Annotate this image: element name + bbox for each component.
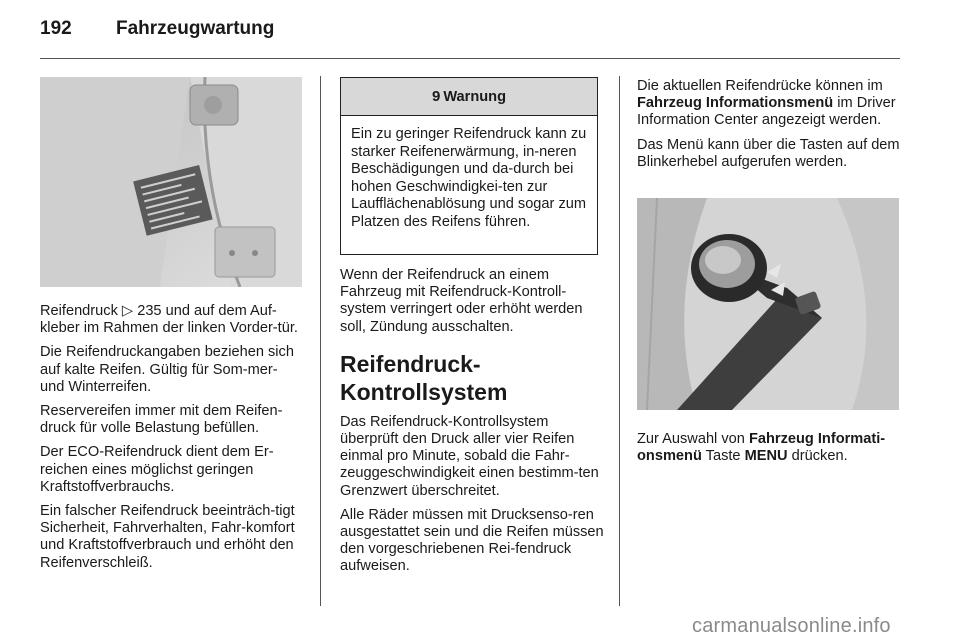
- lever-illustration: [637, 198, 899, 410]
- watermark: carmanualsonline.info: [692, 615, 891, 637]
- paragraph: Wenn der Reifendruck an einem Fahrzeug mit Reifendruck-Kontroll-system verringert oder erhöht werden soll, Zündung ausschalten.: [340, 267, 583, 335]
- chapter-title: Fahrzeugwartung: [116, 18, 275, 39]
- door-frame-label-photo: [40, 77, 302, 287]
- warning-header: [341, 78, 597, 116]
- paragraph: Reservereifen immer mit dem Reifen-druck für volle Belastung befüllen.: [40, 403, 283, 437]
- paragraph: Der ECO-Reifendruck dient dem Er-reichen eines möglichst geringen Kraftstoffverbrauchs.: [40, 444, 274, 495]
- door-frame-illustration: [40, 77, 302, 287]
- paragraph: Reifendruck ▷ 235 und auf dem Auf-kleber im Rahmen der linken Vorder-tür.: [40, 303, 298, 337]
- paragraph: Das Menü kann über die Tasten auf dem Blinkerhebel aufgerufen werden.: [637, 136, 900, 170]
- paragraph: Ein falscher Reifendruck beeinträch-tigt Sicherheit, Fahrverhalten, Fahr-komfort und Kraftstoffverbrauch und erhöht den Reifenverschleiß.: [40, 503, 295, 571]
- menu-button-name: MENU: [744, 448, 788, 465]
- paragraph: Zur Auswahl von Fahrzeug Informati-onsmenü Taste MENU drücken.: [637, 431, 886, 465]
- column-3-bottom: [637, 431, 902, 472]
- warning-box: [340, 77, 598, 255]
- turn-signal-lever-photo: [637, 198, 899, 410]
- page-number: 192: [40, 18, 72, 39]
- column-divider-1: [320, 76, 321, 606]
- paragraph: Alle Räder müssen mit Drucksenso-ren ausgestattet sein und die Reifen müssen den vorgeschriebenen Rei-fendruck aufweisen.: [340, 506, 604, 575]
- menu-name: Fahrzeug Informationsmenü: [637, 95, 834, 112]
- paragraph: Die Reifendruckangaben beziehen sich auf kalte Reifen. Gültig für Som-mer- und Winterreifen.: [40, 344, 294, 395]
- warning-triangle-icon: 9: [431, 88, 441, 105]
- paragraph: Das Reifendruck-Kontrollsystem überprüft den Druck aller vier Reifen einmal pro Minute, sobald die Fahr-zeuggeschwindigkeit einen bestimm-ten Grenzwert überschreitet.: [340, 413, 599, 499]
- warning-label: Warnung: [443, 88, 507, 105]
- column-divider-2: [619, 76, 620, 606]
- menu-name: Fahrzeug Informati-onsmenü: [637, 431, 886, 465]
- warning-text: Ein zu geringer Reifendruck kann zu starker Reifenerwärmung, in-neren Beschädigungen und da-durch bei hohen Geschwindigkei-ten zur Laufflächenablösung und sogar zum Platzen des Reifens führen.: [351, 126, 587, 230]
- column-3: [637, 78, 902, 178]
- paragraph: Die aktuellen Reifendrücke können im Fahrzeug Informationsmenü im Driver Information Center angezeigt werden.: [637, 78, 896, 129]
- header-rule: [40, 58, 900, 59]
- column-2: [340, 267, 606, 583]
- column-1: [40, 303, 306, 579]
- section-heading: Reifendruck-Kontrollsystem: [340, 350, 508, 405]
